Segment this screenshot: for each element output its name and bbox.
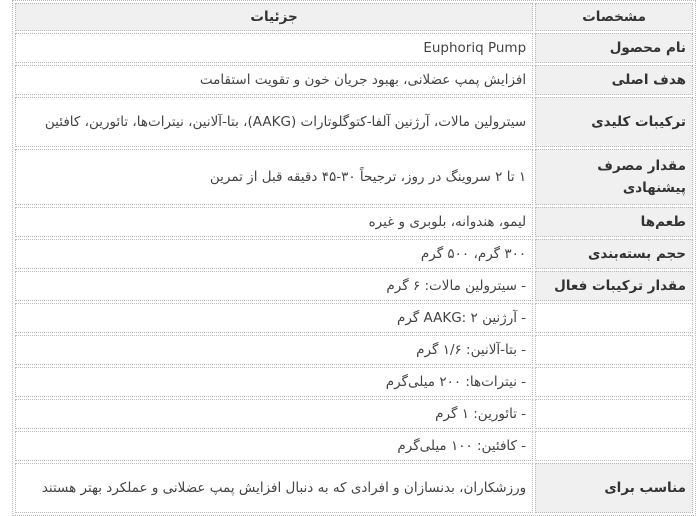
empty-key-cell bbox=[535, 399, 693, 429]
active-item-2: - آرژنین AAKG: ۲ گرم bbox=[15, 303, 533, 333]
table-row bbox=[15, 399, 693, 429]
active-item-3: - بتا-آلانین: ۱/۶ گرم bbox=[15, 335, 533, 365]
row-key-active-amounts: مقدار ترکیبات فعال bbox=[535, 271, 693, 301]
row-key-flavors: طعم‌ها bbox=[535, 207, 693, 237]
spec-table bbox=[12, 0, 696, 516]
row-key-ingredients: ترکیبات کلیدی bbox=[535, 97, 693, 147]
empty-key-cell bbox=[535, 335, 693, 365]
row-value-product-name: Euphoriq Pump bbox=[15, 33, 533, 63]
table-row bbox=[15, 33, 693, 63]
table-row bbox=[15, 207, 693, 237]
empty-key-cell bbox=[535, 367, 693, 397]
active-item-5: - تائورین: ۱ گرم bbox=[15, 399, 533, 429]
header-spec: مشخصات bbox=[535, 3, 693, 31]
table-row bbox=[15, 463, 693, 513]
row-value-package-size: ۳۰۰ گرم، ۵۰۰ گرم bbox=[15, 239, 533, 269]
header-detail: جزئیات bbox=[15, 3, 533, 31]
table-row bbox=[15, 149, 693, 205]
table-row bbox=[15, 239, 693, 269]
row-key-suitable-for: مناسب برای bbox=[535, 463, 693, 513]
row-value-dosage: ۱ تا ۲ سروینگ در روز، ترجیحاً ۳۰-۴۵ دقیقه قبل از تمرین bbox=[15, 149, 533, 205]
row-value-ingredients: سیترولین مالات، آرژنین آلفا-کتوگلوتارات (AAKG)، بتا-آلانین، نیترات‌ها، تائورین، کافئین bbox=[15, 97, 533, 147]
row-value-suitable-for: ورزشکاران، بدنسازان و افرادی که به دنبال افزایش پمپ عضلانی و عملکرد بهتر هستند bbox=[15, 463, 533, 513]
table-row bbox=[15, 97, 693, 147]
active-item-6: - کافئین: ۱۰۰ میلی‌گرم bbox=[15, 431, 533, 461]
active-item-1: - سیترولین مالات: ۶ گرم bbox=[15, 271, 533, 301]
row-value-main-goal: افزایش پمپ عضلانی، بهبود جریان خون و تقویت استقامت bbox=[15, 65, 533, 95]
empty-key-cell bbox=[535, 431, 693, 461]
row-value-flavors: لیمو، هندوانه، بلوبری و غیره bbox=[15, 207, 533, 237]
table-row bbox=[15, 431, 693, 461]
table-row bbox=[15, 271, 693, 301]
table-header-row bbox=[15, 3, 693, 31]
row-key-product-name: نام محصول bbox=[535, 33, 693, 63]
table-row bbox=[15, 335, 693, 365]
row-key-main-goal: هدف اصلی bbox=[535, 65, 693, 95]
table-row bbox=[15, 303, 693, 333]
table-row bbox=[15, 367, 693, 397]
row-key-dosage: مقدار مصرف پیشنهادی bbox=[535, 149, 693, 205]
row-key-package-size: حجم بسته‌بندی bbox=[535, 239, 693, 269]
empty-key-cell bbox=[535, 303, 693, 333]
active-item-4: - نیترات‌ها: ۲۰۰ میلی‌گرم bbox=[15, 367, 533, 397]
table-row bbox=[15, 65, 693, 95]
